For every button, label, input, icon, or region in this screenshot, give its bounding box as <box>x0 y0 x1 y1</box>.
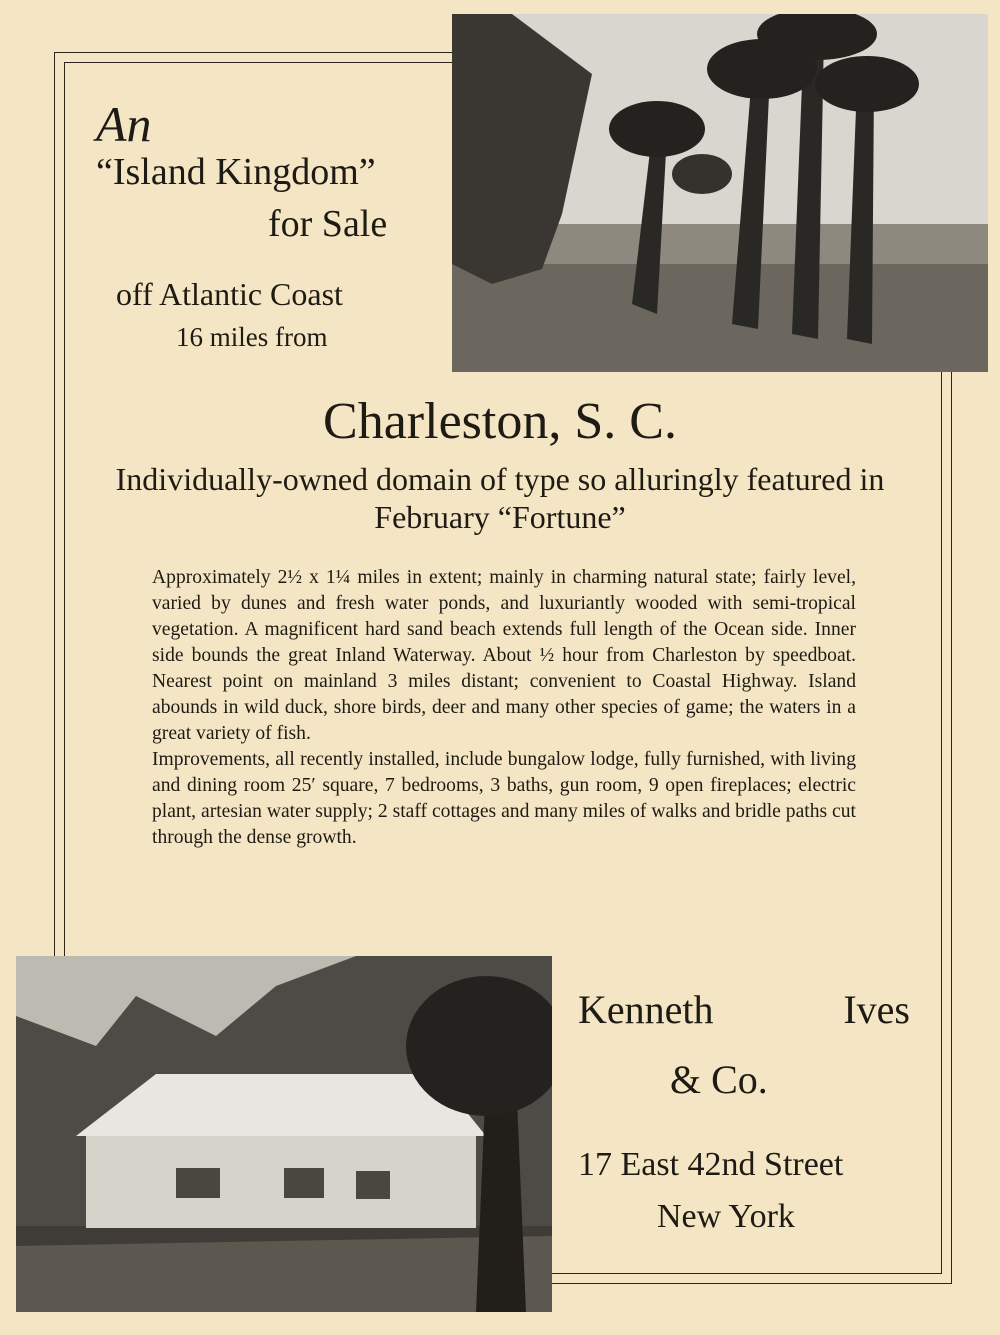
description-subtitle: Individually-owned domain of type so alluringly featured in February “Fortune” <box>115 461 885 535</box>
headline-an <box>96 95 152 153</box>
headline-island-kingdom: “Island Kingdom” <box>96 151 376 193</box>
agent-street-address: 17 East 42nd Street <box>578 1146 844 1183</box>
agent-company: & Co. <box>670 1057 768 1102</box>
body-paragraph-improvements: Improvements, all recently installed, include bungalow lodge, fully furnished, with living and dining room 25′ square, 7 bedrooms, 3 baths, gun room, 9 open fireplaces; electric plant, artesian water supply; 2 staff cottages and many miles of walks and bridle paths cut through the dense growth. <box>152 749 856 848</box>
body-copy <box>152 565 856 851</box>
headline-an-text: An <box>96 96 152 152</box>
location-title: Charleston, S. C. <box>323 393 677 450</box>
agent-city: New York <box>657 1198 795 1235</box>
headline-for-sale: for Sale <box>268 203 388 245</box>
bungalow-lodge-photo <box>16 956 552 1312</box>
headline-distance: 16 miles from <box>176 322 328 352</box>
body-paragraph-features: Approximately 2½ x 1¼ miles in extent; mainly in charming natural state; fairly level, varied by dunes and fresh water ponds, and luxuriantly wooded with semi-tropical vegetation. A magnificent hard sand beach extends full length of the Ocean side. Inner side bounds the great Inland Waterway. About ½ hour from Charleston by speedboat. Nearest point on mainland 3 miles distant; convenient to Coastal Highway. Island abounds in wild duck, shore birds, deer and many other species of game; the waters in a great variety of fish. <box>152 567 856 744</box>
headline-atlantic-coast: off Atlantic Coast <box>116 276 343 312</box>
beach-palms-photo <box>452 14 988 372</box>
agent-name: Kenneth Ives <box>578 987 910 1032</box>
